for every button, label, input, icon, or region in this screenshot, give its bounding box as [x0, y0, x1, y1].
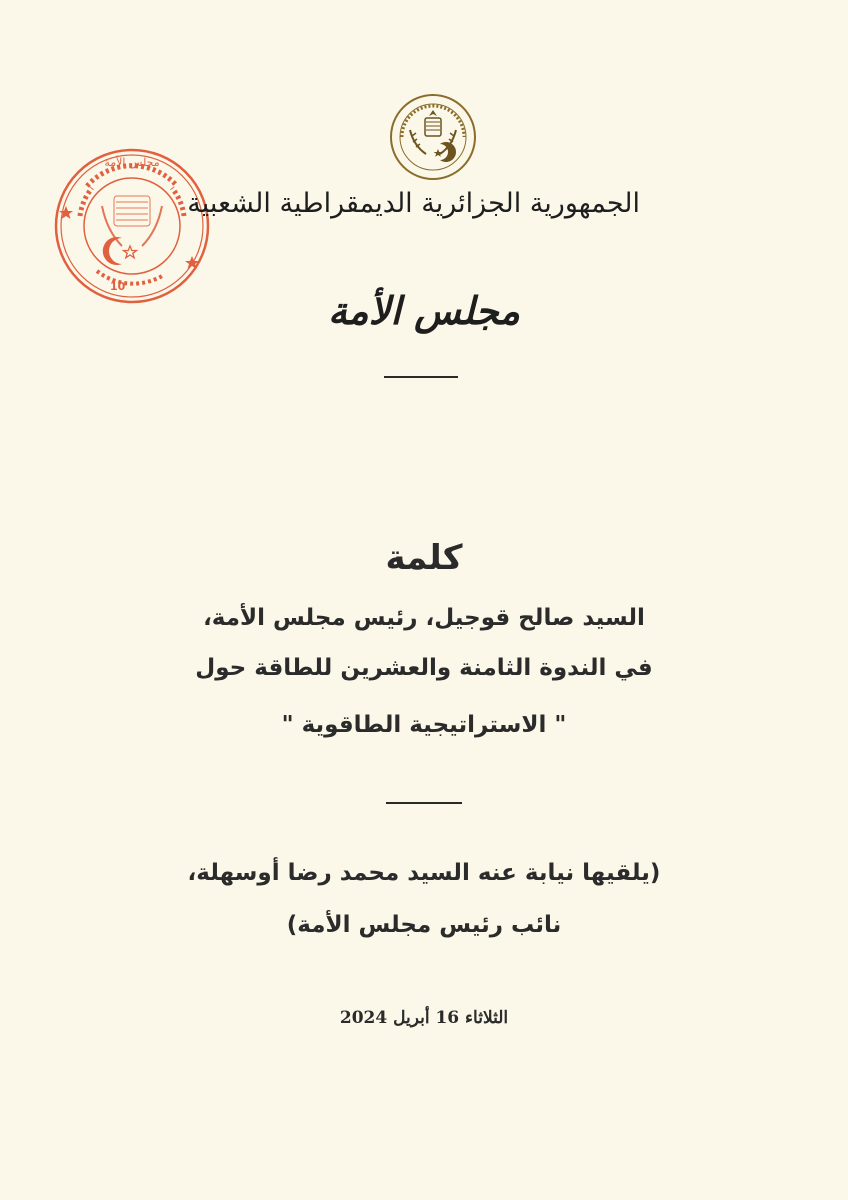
speech-date: الثلاثاء 16 أبريل 2024: [339, 1008, 509, 1028]
council-of-the-nation-seal-icon: [52, 146, 212, 306]
stamp-number: 10: [110, 280, 126, 293]
republic-name: الجمهورية الجزائرية الديمقراطية الشعبية: [187, 188, 640, 219]
speaker-line: السيد صالح قوجيل، رئيس مجلس الأمة،: [203, 605, 645, 631]
divider-bottom: [386, 802, 462, 804]
stamp-text: مجلس الأمة: [104, 156, 160, 169]
topic-line: " الاستراتيجية الطاقوية ": [281, 712, 567, 738]
delivered-by-line: (يلقيها نيابة عنه السيد محمد رضا أوسهلة،: [187, 860, 661, 886]
delivered-by-title-line: نائب رئيس مجلس الأمة): [286, 912, 562, 938]
event-line: في الندوة الثامنة والعشرين للطاقة حول: [195, 655, 653, 681]
speech-title: كلمة: [385, 538, 463, 578]
council-name: مجلس الأمة: [327, 288, 521, 333]
algeria-national-emblem-icon: [388, 92, 478, 182]
divider-top: [384, 376, 458, 378]
